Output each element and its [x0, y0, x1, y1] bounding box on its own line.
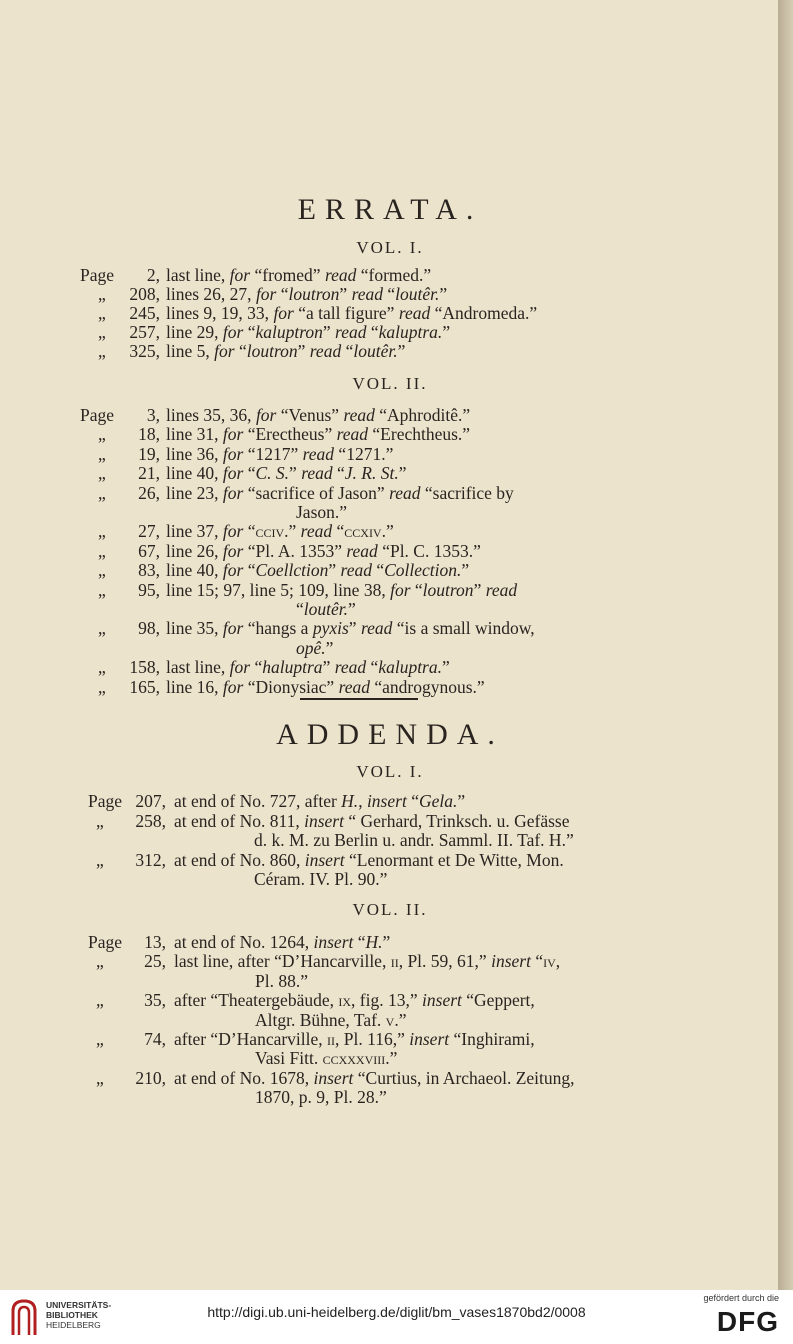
entry-page-number: 2, — [146, 265, 160, 285]
entry-prefix: „ — [98, 676, 106, 697]
entry-page-number: 25, — [144, 951, 166, 972]
entry-text: line 16, for “Dionysiac” read “androgynous.” — [166, 676, 485, 697]
entry-page-number: 325, — [129, 341, 160, 361]
entry-page-number: 165, — [129, 676, 160, 697]
entry-page-number: 27, — [138, 521, 160, 542]
entry-text: after “Theatergebäude, ix, fig. 13,” insert “Geppert, — [174, 990, 535, 1011]
entry-text: line 23, for “sacrifice of Jason” read “sacrifice by — [166, 482, 514, 503]
dfg-logo[interactable]: DFG — [716, 1306, 779, 1337]
entry-prefix: „ — [98, 284, 106, 304]
entry-prefix: „ — [96, 849, 104, 870]
dfg-funding-note: gefördert durch die — [703, 1293, 779, 1303]
entry-text: at end of No. 727, after H., insert “Gela.” — [174, 791, 466, 811]
entry-page-number: 207, — [135, 791, 166, 811]
entry-text: at end of No. 860, insert “Lenormant et De Witte, Mon. — [174, 849, 564, 870]
entry-page-number: 35, — [144, 990, 166, 1011]
entry-page-number: 83, — [138, 560, 160, 581]
entry-prefix: Page — [80, 265, 115, 285]
entry-prefix: Page — [88, 791, 123, 811]
entry-text: line 26, for “Pl. A. 1353” read “Pl. C. 1353.” — [166, 540, 481, 561]
entry-continuation: Altgr. Bühne, Taf. v.” — [255, 1009, 407, 1030]
entry-continuation: Jason.” — [296, 502, 348, 522]
page-url[interactable]: http://digi.ub.uni-heidelberg.de/diglit/bm_vases1870bd2/0008 — [207, 1304, 586, 1320]
entry-text: line 5, for “loutron” read “loutêr.” — [166, 341, 406, 361]
entry-text: at end of No. 811, insert “ Gerhard, Trinksch. u. Gefässe — [174, 810, 570, 831]
page-edge — [778, 0, 793, 1290]
entry-text: lines 26, 27, for “loutron” read “loutêr.” — [166, 284, 448, 304]
entry-page-number: 210, — [135, 1067, 166, 1088]
entry-text: lines 35, 36, for “Venus” read “Aphroditê.” — [166, 405, 471, 425]
entry-text: last line, after “D’Hancarville, ii, Pl. 59, 61,” insert “iv, — [174, 951, 561, 972]
entry-page-number: 67, — [138, 540, 160, 561]
viewer-footer — [0, 1290, 793, 1344]
entry-page-number: 98, — [138, 618, 160, 639]
addenda-vol2-heading: VOL. II. — [352, 900, 428, 919]
entry-text: line 40, for “C. S.” read “J. R. St.” — [166, 463, 407, 484]
errata-title: ERRATA. — [297, 193, 483, 226]
entry-prefix: „ — [96, 990, 104, 1011]
entry-page-number: 74, — [144, 1029, 166, 1049]
entry-prefix: „ — [98, 303, 106, 323]
entry-page-number: 312, — [135, 849, 166, 870]
entry-prefix: „ — [98, 521, 106, 542]
entry-page-number: 208, — [129, 284, 160, 304]
entry-prefix: „ — [98, 424, 106, 445]
entry-prefix: „ — [96, 1029, 104, 1049]
entry-prefix: „ — [98, 618, 106, 639]
entry-prefix: „ — [98, 463, 106, 484]
entry-text: last line, for “fromed” read “formed.” — [166, 265, 432, 285]
entry-prefix: „ — [98, 579, 106, 600]
entry-prefix: „ — [98, 443, 106, 464]
entry-text: line 29, for “kaluptron” read “kaluptra.” — [166, 322, 451, 342]
entry-continuation: Pl. 88.” — [255, 970, 308, 991]
entry-prefix: „ — [98, 560, 106, 581]
entry-page-number: 245, — [129, 303, 160, 323]
entry-text: last line, for “haluptra” read “kaluptra.” — [166, 657, 450, 678]
section-divider — [300, 698, 418, 700]
entry-text: line 15; 97, line 5; 109, line 38, for “loutron” read — [166, 579, 518, 600]
entry-page-number: 21, — [138, 463, 160, 484]
entry-continuation: opê.” — [296, 637, 334, 658]
errata-vol2-heading: VOL. II. — [352, 374, 428, 393]
entry-prefix: „ — [96, 810, 104, 831]
entry-prefix: Page — [80, 405, 115, 425]
entry-text: line 40, for “Coellction” read “Collection.” — [166, 560, 470, 581]
entry-prefix: „ — [98, 657, 106, 678]
entry-page-number: 158, — [129, 657, 160, 678]
entry-text: at end of No. 1678, insert “Curtius, in Archaeol. Zeitung, — [174, 1067, 575, 1088]
library-name[interactable]: UNIVERSITÄTS- BIBLIOTHEK HEIDELBERG — [46, 1300, 112, 1330]
entry-continuation: 1870, p. 9, Pl. 28.” — [255, 1087, 387, 1108]
errata-vol1-heading: VOL. I. — [356, 238, 424, 257]
entry-continuation: d. k. M. zu Berlin u. andr. Samml. II. Taf. H.” — [254, 830, 574, 850]
entry-prefix: „ — [98, 341, 106, 361]
entry-prefix: „ — [96, 1067, 104, 1088]
entry-page-number: 19, — [138, 443, 160, 464]
entry-page-number: 95, — [138, 579, 160, 600]
entry-prefix: „ — [98, 322, 106, 342]
entry-text: lines 9, 19, 33, for “a tall figure” read “Andromeda.” — [166, 303, 538, 323]
entry-page-number: 18, — [138, 424, 160, 445]
entry-text: line 37, for “cciv.” read “ccxiv.” — [166, 521, 394, 542]
entry-page-number: 258, — [135, 810, 166, 831]
entry-continuation: Vasi Fitt. ccxxxviii.” — [255, 1048, 398, 1069]
entry-continuation: “loutêr.” — [296, 599, 356, 619]
entry-text: after “D’Hancarville, ii, Pl. 116,” insert “Inghirami, — [174, 1029, 535, 1049]
entry-prefix: Page — [88, 932, 123, 952]
entry-page-number: 26, — [138, 482, 160, 503]
entry-prefix: „ — [96, 951, 104, 972]
entry-page-number: 3, — [146, 405, 160, 425]
addenda-vol1-heading: VOL. I. — [356, 762, 424, 781]
entry-continuation: Céram. IV. Pl. 90.” — [254, 869, 388, 889]
entry-text: line 31, for “Erectheus” read “Erechtheus.” — [166, 424, 471, 445]
addenda-title: ADDENDA. — [276, 718, 504, 751]
entry-text: line 36, for “1217” read “1271.” — [166, 443, 394, 464]
entry-text: line 35, for “hangs a pyxis” read “is a small window, — [166, 618, 535, 639]
entry-prefix: „ — [98, 482, 106, 503]
entry-page-number: 13, — [144, 932, 166, 952]
entry-page-number: 257, — [129, 322, 160, 342]
entry-text: at end of No. 1264, insert “H.” — [174, 932, 391, 952]
entry-prefix: „ — [98, 540, 106, 561]
